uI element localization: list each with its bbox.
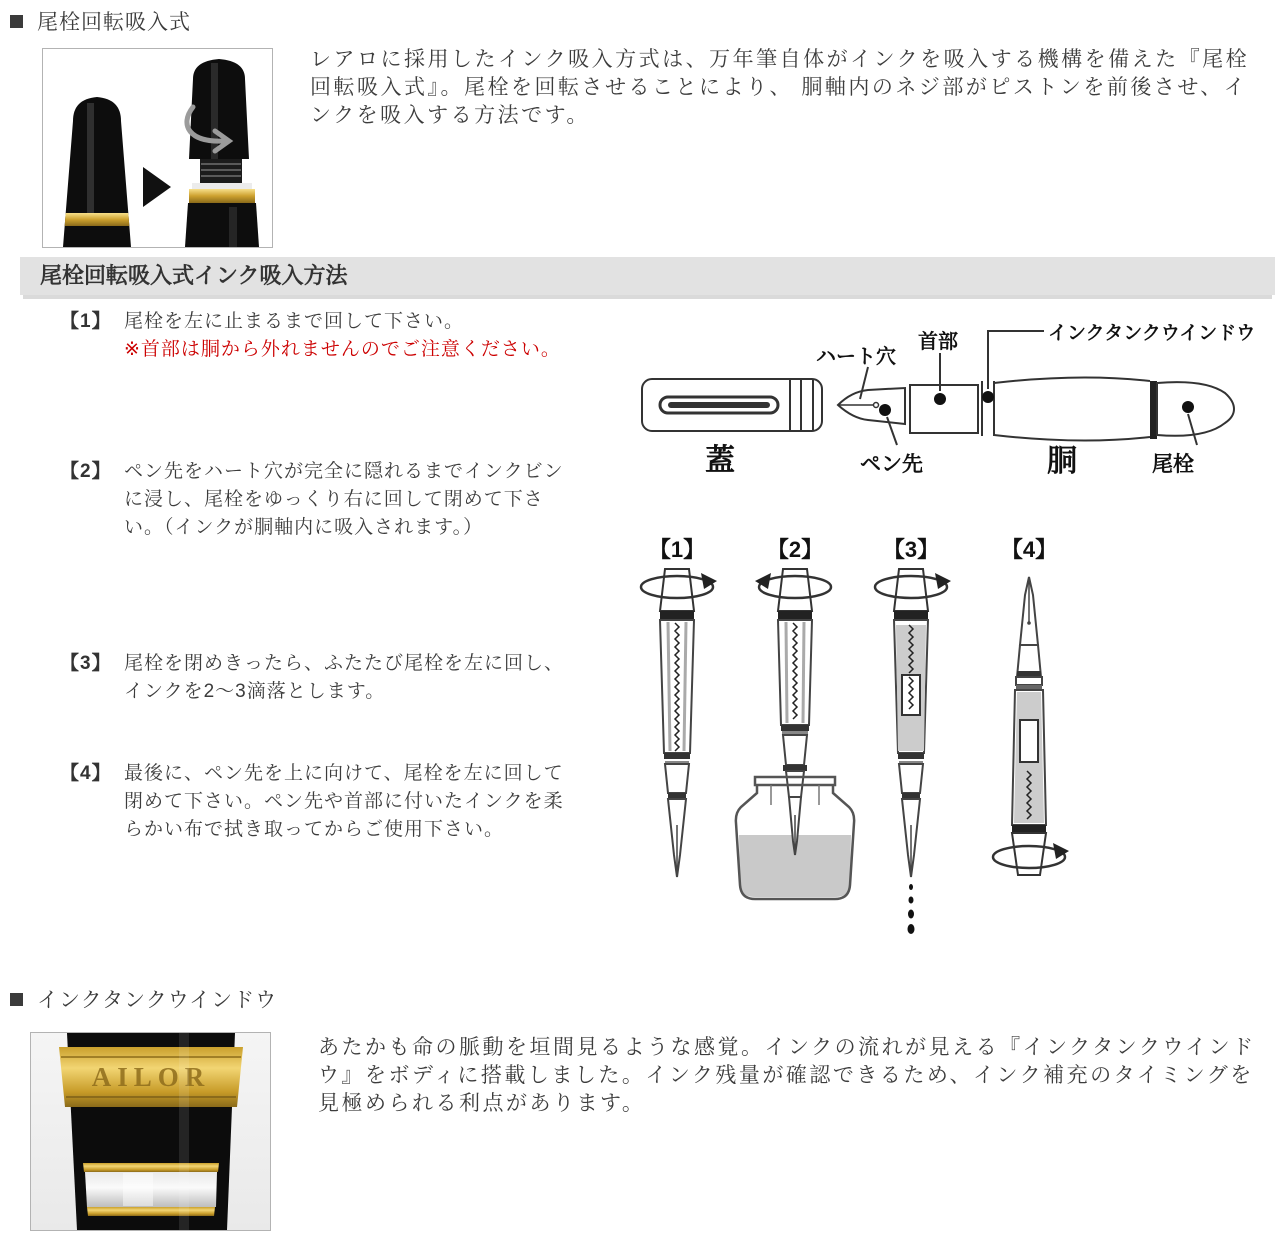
- instruction-step-3: [60, 650, 579, 706]
- instruction-step-2: [60, 458, 579, 542]
- tail-knob-photo-illustration: [43, 49, 272, 247]
- step-1-warning: ※首部は胴から外れませんのでご注意ください。: [124, 339, 561, 360]
- label-nib: ペン先: [860, 453, 923, 476]
- section2-body: あたかも命の脈動を垣間見るような感覚。インクの流れが見える『インクタンクウインドウ』をボディに搭載しました。インク残量が確認できるため、インク補充のタイミングを見極められる利点があります。: [318, 1036, 1256, 1115]
- ink-window-photo-illustration: [31, 1033, 270, 1230]
- step-text: [124, 308, 579, 364]
- step-number: 【2】: [60, 461, 112, 482]
- body-outline: [994, 377, 1150, 440]
- step-4-text: 最後に、ペン先を上に向けて、尾栓を左に回して閉めて下さい。ペン先や首部に付いたインクを柔らかい布で拭き取ってからご使用下さい。: [124, 763, 564, 840]
- label-neck: 首部: [918, 331, 958, 353]
- instruction-step-1: [60, 308, 579, 364]
- pen-knob-open: [185, 59, 259, 247]
- fig-step4-pen-up: [993, 577, 1069, 875]
- gold-ring-top: [83, 1163, 219, 1172]
- step-number: 【4】: [60, 763, 112, 784]
- tail-ring: [1150, 381, 1157, 439]
- gold-ring-bottom: [87, 1207, 215, 1216]
- pen-capped: [57, 97, 137, 247]
- fig-step3-pen-drops: [875, 569, 951, 934]
- section1-title: 尾栓回転吸入式: [37, 11, 191, 34]
- label-body: 胴: [1047, 445, 1077, 478]
- nib-outline: [838, 388, 905, 424]
- label-cap: 蓋: [705, 444, 735, 477]
- square-bullet-icon: [10, 15, 23, 28]
- rotate-left-arrow-icon: [701, 573, 717, 589]
- rotate-right-arrow-icon: [755, 573, 771, 589]
- step-number: 【3】: [60, 653, 112, 674]
- clip-bar: [668, 402, 770, 408]
- method-title: 尾栓回転吸入式インク吸入方法: [40, 263, 348, 288]
- fig-step1-pen: [641, 569, 717, 877]
- section2-title: インクタンクウインドウ: [37, 989, 278, 1012]
- step-2-text: ペン先をハート穴が完全に隠れるまでインクビンに浸し、尾栓をゆっくり右に回して閉めて下さい。（インクが胴軸内に吸入されます。）: [124, 461, 564, 538]
- section1-intro: レアロに採用したインク吸入方式は、万年筆自体がインクを吸入する機構を備えた『尾栓回転吸入式』。尾栓を回転させることにより、 胴軸内のネジ部がピストンを前後させ、インクを吸入する方法です。: [310, 48, 1250, 127]
- fig-label-4: 【4】: [1000, 537, 1058, 562]
- step-3-text: 尾栓を閉めきったら、ふたたび尾栓を左に回し、インクを2～3滴落とします。: [124, 653, 565, 702]
- band-engraving: AILOR: [91, 1062, 211, 1092]
- ink-window-photo: [30, 1032, 271, 1231]
- filling-steps-diagram: [620, 525, 1280, 935]
- fig-step2-pen-bottle: [736, 569, 854, 899]
- square-bullet-icon: [10, 993, 23, 1006]
- step-1-text: 尾栓を左に止まるまで回して下さい。: [124, 311, 465, 332]
- instruction-step-4: [60, 760, 579, 844]
- rotate-left-arrow-icon: [935, 573, 951, 589]
- fig-label-3: 【3】: [882, 537, 940, 562]
- ink-drops: [908, 884, 915, 934]
- right-arrow-icon: [143, 167, 171, 207]
- tail-knob-outline: [1157, 382, 1234, 436]
- step-number: 【1】: [60, 311, 112, 332]
- label-heart-hole: ハート穴: [816, 346, 896, 368]
- pen-parts-diagram: [620, 315, 1280, 480]
- section2-heading: [10, 984, 277, 1014]
- method-title-bar: [20, 257, 1275, 295]
- label-tail-knob: 尾栓: [1152, 453, 1194, 476]
- label-ink-window: インクタンクウインドウ: [1048, 323, 1256, 344]
- fig-label-2: 【2】: [766, 537, 824, 562]
- tail-knob-photo: [42, 48, 273, 248]
- fig-label-1: 【1】: [648, 537, 706, 562]
- rotate-left-arrow-icon: [1053, 843, 1069, 859]
- neck-outline: [910, 385, 978, 433]
- section1-heading: [10, 6, 191, 36]
